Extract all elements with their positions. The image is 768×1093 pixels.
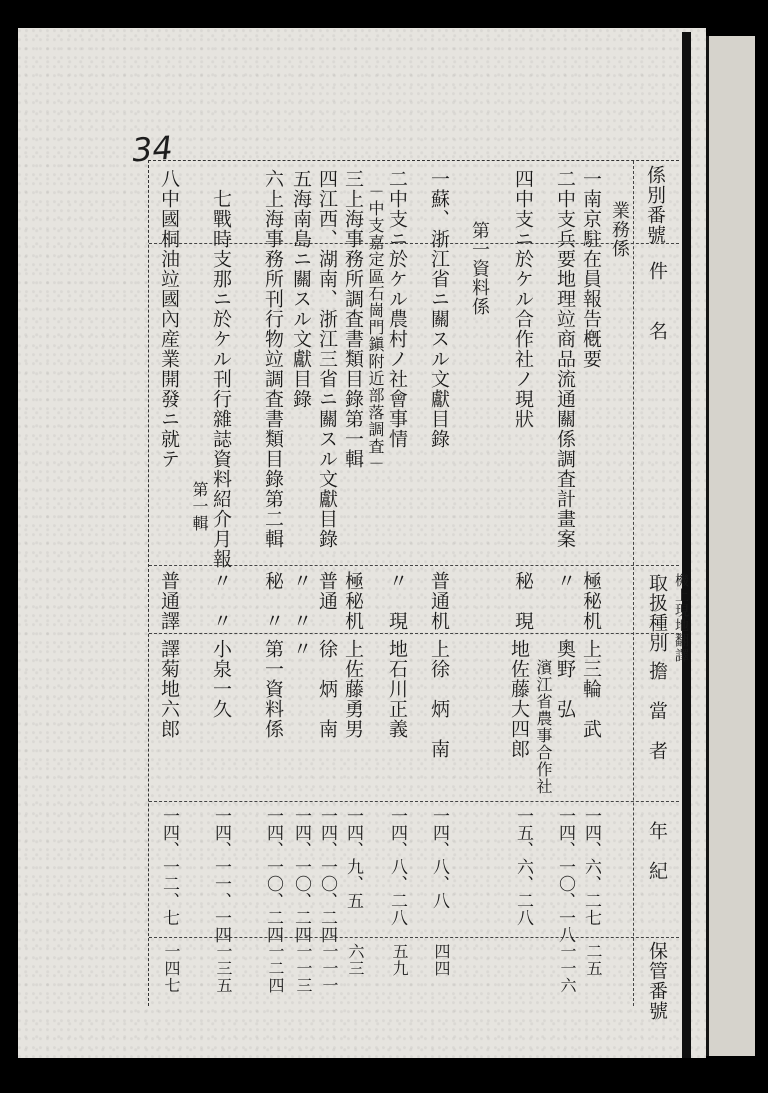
header-person: 擔 當 者	[646, 661, 668, 761]
row-person: 地石川正義	[386, 639, 408, 739]
row-person: 上佐藤勇男	[342, 639, 364, 739]
row-person: 上徐 炳 南	[428, 639, 450, 759]
row-date: 一五、六、二八	[513, 807, 533, 926]
row-title: 二中支ニ於ケル農村ノ社會事情	[386, 169, 408, 449]
row-date: 一四、九、五	[343, 807, 363, 909]
row-date: 一四、一一、一四	[211, 807, 231, 943]
row-title: 三上海事務所調査書類目錄第一輯	[342, 169, 364, 469]
row-person: 小泉一久	[210, 639, 232, 719]
row-handling: 普通	[316, 571, 338, 611]
row-date: 一四、八、二八	[387, 807, 407, 926]
row-number: 二五	[584, 943, 603, 977]
row-handling: 普通譯	[158, 571, 180, 631]
binding-spine	[682, 32, 691, 1058]
row-person: 地佐藤大四郎	[508, 639, 530, 759]
section-label: 第一資料係	[469, 221, 490, 316]
row-person: 徐 炳 南	[316, 639, 338, 739]
adjacent-page-edge	[706, 36, 755, 1056]
row-date: 一四、一〇、二四	[317, 807, 337, 943]
row-handling: 〃	[554, 571, 576, 591]
row-title: 八中國桐油竝國內産業開發ニ就テ	[158, 169, 180, 469]
row-date: 一四、一〇、二四	[291, 807, 311, 943]
row-handling: 普通机	[428, 571, 450, 631]
row-handling: 秘 〃	[262, 571, 284, 631]
section-label: 業務係	[609, 201, 630, 258]
header-date: 年 紀	[646, 821, 668, 881]
row-handling: 極秘机	[580, 571, 602, 631]
row-date: 一四、六、二七	[581, 807, 601, 926]
header-handling-sub: 機上現地翻譯	[673, 573, 689, 663]
row-title: 四中支ニ於ケル合作社ノ現狀	[512, 169, 534, 429]
row-title: 二中支兵要地理竝商品流通關係調査計畫案	[554, 169, 576, 549]
row-date: 一四、八、八	[429, 807, 449, 909]
header-classification: 係別番號	[644, 165, 666, 245]
row-number: 一四七	[162, 943, 181, 994]
row-title: 一蘇、浙江省ニ關スル文獻目錄	[428, 169, 450, 449]
row-number: 一一三	[294, 943, 313, 994]
page-number: 34	[130, 128, 174, 170]
row-subtitle: －中支嘉定區石崗門鎭附近部落調査－	[366, 183, 385, 472]
row-title: 七戰時支那ニ於ケル刊行雜誌資料紹介月報	[210, 189, 232, 569]
row-person: 上三輪 武	[580, 639, 602, 739]
row-date: 一四、一〇、一八	[555, 807, 575, 943]
row-subtitle: 第一輯	[190, 481, 209, 532]
row-title: 四江西、湖南、浙江三省ニ關スル文獻目錄	[316, 169, 338, 549]
row-number: 一二四	[266, 943, 285, 994]
row-title: 六上海事務所刊行物竝調査書類目錄第二輯	[262, 169, 284, 549]
row-number: 一一一	[320, 943, 339, 994]
row-person-note: 濱江省農事合作社	[534, 659, 553, 795]
header-column-divider	[633, 161, 634, 1006]
row-number: 一一六	[558, 943, 577, 994]
row-handling: 〃 〃	[290, 571, 312, 631]
row-number: 一三五	[214, 943, 233, 994]
row-date: 一四、一〇、二四	[263, 807, 283, 943]
row-handling: 秘 現	[512, 571, 534, 631]
row-handling: 〃 〃	[210, 571, 232, 631]
row-date: 一四、一二、七	[159, 807, 179, 926]
row-number: 五九	[390, 943, 409, 977]
row-title: 五海南島ニ關スル文獻目錄	[290, 169, 312, 409]
row-person: 奧野 弘	[554, 639, 576, 719]
row-number: 四四	[432, 943, 451, 977]
row-person: 譯菊地六郎	[158, 639, 180, 739]
date-divider	[149, 801, 679, 802]
person-divider	[149, 633, 679, 634]
header-title: 件 名	[646, 261, 668, 341]
row-number: 六三	[346, 943, 365, 977]
document-table	[148, 160, 689, 1021]
header-handling: 取扱種別	[646, 573, 668, 653]
row-person: 〃	[290, 639, 312, 659]
header-storage: 保管番號	[646, 941, 668, 1021]
row-handling: 〃 現	[386, 571, 408, 631]
row-person: 第一資料係	[262, 639, 284, 739]
row-title: 一南京駐在員報告槪要	[580, 169, 602, 369]
row-handling: 極秘机	[342, 571, 364, 631]
